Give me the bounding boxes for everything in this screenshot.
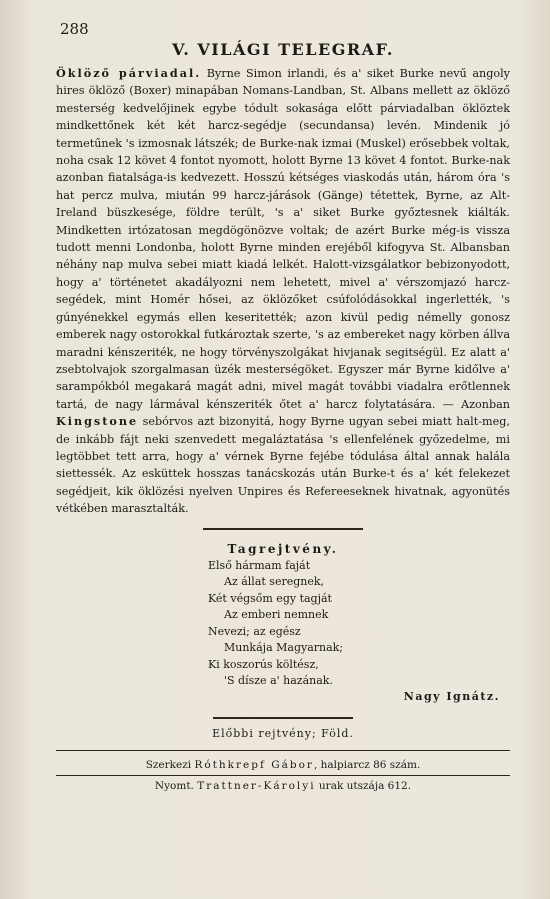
riddle-poem (56, 558, 510, 690)
poem-line: Az állat seregnek, (224, 575, 325, 589)
printer-address: urak utszája 612. (315, 779, 412, 792)
poem-line: Ki koszorús költész, (208, 657, 319, 671)
poem-line: Első hármam faját (208, 558, 311, 572)
printer-name: Trattner-Károlyi (197, 779, 316, 792)
separator-rule (203, 528, 363, 530)
imprint-rule (56, 750, 510, 751)
poem-line: Az emberi nemnek (224, 608, 329, 622)
riddle-author: Nagy Ignátz. (403, 689, 500, 703)
section-title: V. VILÁGI TELEGRAF. (172, 40, 394, 59)
editor-line (56, 757, 510, 773)
printer-line (56, 778, 510, 794)
poem-line: Nevezi; az egész (208, 624, 301, 638)
previous-riddle-answer: Előbbi rejtvény; Föld. (212, 726, 354, 740)
poem-line: 'S dísze a' hazának. (224, 674, 333, 688)
imprint (56, 757, 510, 794)
separator-rule (213, 717, 353, 719)
printer-prefix: Nyomt. (154, 779, 198, 792)
poem-line: Két végsőm egy tagját (208, 591, 332, 605)
witness-name: Kingstone (56, 414, 139, 429)
article-heading: Öklöző párviadal. (56, 66, 202, 80)
editor-prefix: Szerkezi (145, 758, 195, 771)
article-paragraph (56, 65, 510, 518)
riddle-title: Tagrejtvény. (227, 541, 339, 556)
editor-address: , halpiarcz 86 szám. (313, 758, 421, 771)
page-number: 288 (60, 20, 89, 38)
article-body-continued: sebórvos azt bizonyitá, hogy Byrne ugyan sebei miatt halt-meg, de inkább fájt neki szenvedett megaláztatása 's ellenfelének győzedelme, mi legtöbbet tett arra, hogy a' vérnek Byrne fejébe tódulása által annak halála siettessék. Az esküttek hosszas tanácskozás után Burke-t és a' két felekezet segédjeit, kik öklözési nyelven Unpires és Refereeseknek hivatnak, agyonütés vétkében marasztalták. (56, 415, 510, 516)
editor-name: Róthkrepf Gábor (194, 758, 314, 771)
poem-line: Munkája Magyarnak; (224, 641, 344, 655)
imprint-rule (56, 775, 510, 776)
article-body: Byrne Simon irlandi, és a' siket Burke nevű angoly hires öklöző (Boxer) minapában Nomans-Landban, St. Albans mellett az öklöző mesterség kedvelőjinek egybe tódult sokasága előtt párviadalban öklöztek mindkettőnek két két harcz-segédje (secundansa) levén. Mindenik jó termetűnek 's izmosnak látszék; de Burke-nak izmai (Muskel) erősebbek voltak, noha csak 12 követ 4 fontot nyomott, holott Byrne 13 követ 4 fontot. Burke-nak azonban fiatalsága-is kedvezett. Hosszú kétséges viaskodás után, három óra 's hat percz mulva, miután 99 harcz-járások (Gänge) tétettek, Byrne, az Alt-Ireland büszkesége, földre terült, 's a' siket Burke győztesnek kiálták. Mindketten irtózatosan megdögönözve voltak; de azért Burke még-is vissza tudott menni Londonba, holott Byrne minden erejéből kifogyva St. Albansban néhány nap mulva sebei miatt kiadá lelkét. Halott-vizsgálatkor bebizonyodott, hogy a' történetet akadályozni nem lehetett, mivel a' vérszomjazó harcz-segédek, mint Homér hősei, az öklözőket csúfolódásokkal ingerlették, 's gúnyénekkel egymás ellen keseritették; azon kivül pedig némelly gonosz emberek nagy ostorokkal futkároztak szerte, 's az embereket nagy körben állva maradni kénszeriték, ne hogy törvényszolgákat hivjanak segitségül. Ez alatt a' zsebtolvajok szorgalmasan üzék mesterségöket. Egyszer már Byrne kidőlve a' sarampókból megakará magát adni, mivel magát további viadalra erőtlennek tartá, de nagy lármával kénszeriték őtet a' harcz folytatására. — Azonban (56, 67, 510, 411)
